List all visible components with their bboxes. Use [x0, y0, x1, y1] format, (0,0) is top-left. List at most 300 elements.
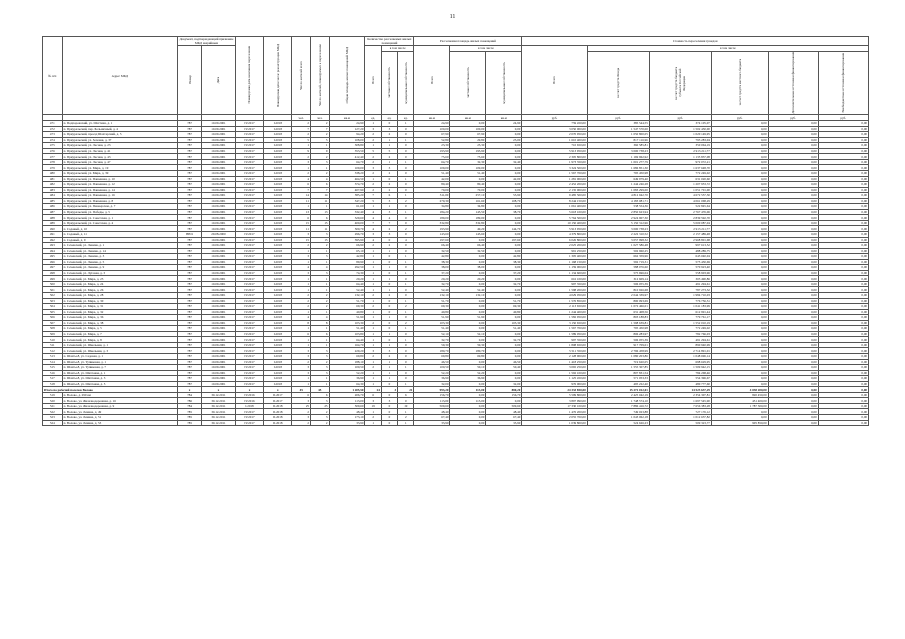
table-cell: п. Сеченский, ул. Мира, д. 26 — [62, 287, 177, 293]
table-cell: I.2018 — [264, 331, 292, 337]
table-cell: 1 697 545,90 — [649, 398, 711, 404]
table-cell: 10.09.2001 — [202, 165, 236, 171]
table-cell: 787 — [178, 292, 202, 298]
table-cell: 0,00 — [450, 359, 486, 365]
table-cell: 1 — [398, 259, 414, 265]
table-cell: 0,00 — [818, 320, 868, 326]
table-cell: 807 831,54 — [587, 370, 649, 376]
table-cell: 3 050 000,00 — [522, 126, 587, 132]
table-cell: 10.09.2001 — [202, 370, 236, 376]
table-cell: 33,90 — [414, 420, 450, 426]
table-cell: 0,00 — [818, 354, 868, 360]
table-cell: 1 — [311, 326, 330, 332]
table-cell: 787 — [178, 187, 202, 193]
table-cell: 507 — [43, 320, 63, 326]
table-cell: 787 — [178, 226, 202, 232]
table-cell: 787 — [178, 298, 202, 304]
table-cell: 1 — [311, 143, 330, 149]
table-cell: п. Сеченский, ул. Мира, д. 8 — [62, 337, 177, 343]
table-cell: 521 — [43, 403, 63, 409]
table-cell: 1 — [365, 176, 381, 182]
table-cell: 817 116,96 — [587, 137, 649, 143]
table-cell: 109,00 — [414, 165, 450, 171]
table-cell: 66,40 — [414, 243, 450, 249]
table-cell: 0,00 — [818, 326, 868, 332]
table-cell: 51,90 — [450, 315, 486, 321]
table-cell: I.2018 — [264, 143, 292, 149]
table-cell: 477 — [43, 154, 63, 160]
table-cell: п. Сеченский, ул. Ленина, д. 1 — [62, 243, 177, 249]
table-cell: I.2018 — [264, 165, 292, 171]
table-cell: 30.12.2011 — [202, 403, 236, 409]
table-cell: п. Сеченский, ул. Ленина, д. 9 — [62, 265, 177, 271]
table-cell: 1 — [381, 159, 397, 165]
table-cell: 1 050 800,05 — [587, 132, 649, 138]
table-cell: 36,90 — [414, 376, 450, 382]
table-cell: 1 — [381, 331, 397, 337]
table-cell: 1 051 701,00 — [649, 187, 711, 193]
table-cell: 69,30 — [414, 304, 450, 310]
table-cell: 0 — [381, 392, 397, 398]
table-cell: 649 979,40 — [587, 176, 649, 182]
table-cell: 51,70 — [329, 298, 365, 304]
table-cell: 51,90 — [329, 315, 365, 321]
table-cell: 0,00 — [711, 209, 768, 215]
table-cell: 890 940,99 — [649, 342, 711, 348]
table-cell: 0,00 — [768, 381, 818, 387]
table-cell: 0,00 — [711, 165, 768, 171]
table-cell: IV.2017 — [235, 220, 263, 226]
subtotal-cell: 3 — [381, 387, 397, 393]
table-cell: I.2018 — [264, 348, 292, 354]
table-cell: 1 — [365, 248, 381, 254]
table-cell: 308,80 — [329, 143, 365, 149]
table-cell: 51,70 — [414, 298, 450, 304]
table-cell: 3 — [311, 254, 330, 260]
table-cell: 2 — [381, 226, 397, 232]
table-cell: 514 — [43, 359, 63, 365]
table-cell: II.2018 — [264, 403, 292, 409]
table-cell: 40,80 — [329, 309, 365, 315]
table-cell: 2 — [381, 187, 397, 193]
table-cell: 4 — [365, 209, 381, 215]
table-cell: 2 924 907,30 — [587, 215, 649, 221]
table-cell: 32,40 — [486, 159, 522, 165]
table-cell: 2 — [311, 359, 330, 365]
table-cell: 0,00 — [486, 265, 522, 271]
table-cell: 10.09.2001 — [202, 376, 236, 382]
table-cell: 0 — [398, 170, 414, 176]
table-cell: 519 — [43, 392, 63, 398]
table-cell: 3 000 738,23 — [587, 148, 649, 154]
table-cell: 1 — [365, 254, 381, 260]
table-cell: 0 — [398, 165, 414, 171]
table-cell: 0,00 — [768, 259, 818, 265]
table-cell: 495 — [43, 254, 63, 260]
table-cell: 3 — [292, 354, 311, 360]
table-cell: 0 — [398, 126, 414, 132]
table-cell: 7 — [292, 187, 311, 193]
table-cell: 3 — [365, 126, 381, 132]
table-cell: 1 — [365, 359, 381, 365]
table-cell: 0,00 — [450, 298, 486, 304]
table-cell: 3 324 500,00 — [522, 165, 587, 171]
table-cell: IV.2017 — [235, 182, 263, 188]
table-cell: 0,00 — [768, 187, 818, 193]
table-cell: 1 — [365, 420, 381, 426]
table-cell: IV.2017 — [235, 315, 263, 321]
table-cell: 51,70 — [486, 298, 522, 304]
table-cell: 1 — [292, 248, 311, 254]
table-cell: 0,00 — [450, 309, 486, 315]
table-cell: 1 567 700,00 — [522, 170, 587, 176]
table-cell: 0,00 — [711, 281, 768, 287]
header-residents: Число жителей всего — [299, 60, 304, 90]
header-residents-plan: Число жителей, планируемых к переселению — [317, 44, 322, 106]
table-cell: п. Сеченский, ул. Мира, д. 24 — [62, 281, 177, 287]
table-cell: 2 — [365, 243, 381, 249]
table-cell: 52,80 — [414, 137, 450, 143]
table-cell: 311,00 — [414, 193, 450, 199]
table-cell: 787 — [178, 176, 202, 182]
table-cell: I.2018 — [264, 159, 292, 165]
table-cell: 787 — [178, 354, 202, 360]
table-cell: 10.09.2001 — [202, 304, 236, 310]
table-cell: 473 — [43, 132, 63, 138]
header-area-private: частная собственность — [465, 67, 470, 99]
table-cell: 3 — [292, 365, 311, 371]
table-cell: 0,00 — [768, 243, 818, 249]
table-cell: 810 926,68 — [587, 287, 649, 293]
table-cell: 503 — [43, 298, 63, 304]
table-cell: 1 582 950,00 — [522, 315, 587, 321]
table-cell: п. Сеченский, ул. Луговая, д. 3 — [62, 270, 177, 276]
table-cell: 501 — [43, 287, 63, 293]
table-cell: 0,00 — [711, 287, 768, 293]
subtotal-cell: 45 — [292, 387, 311, 393]
table-cell: 1 — [365, 270, 381, 276]
table-cell: 0,00 — [818, 226, 868, 232]
table-cell: 1 — [365, 337, 381, 343]
table-cell: 787 — [178, 248, 202, 254]
table-cell: 70,00 — [414, 187, 450, 193]
table-cell: 0,00 — [818, 121, 868, 127]
table-cell: 787 — [178, 320, 202, 326]
table-cell: 4 — [311, 176, 330, 182]
table-cell: 10.09.2001 — [202, 137, 236, 143]
header-address: Адрес МКД — [62, 37, 177, 115]
table-cell: 991 250,00 — [522, 248, 587, 254]
table-cell: 787 — [178, 193, 202, 199]
table-cell: 0,00 — [768, 270, 818, 276]
table-cell: 0,00 — [711, 170, 768, 176]
table-cell: п. Сеченский, ул. Ленина, д. 14 — [62, 248, 177, 254]
table-cell: п. Сеченский, ул. Ленина, д. 3 — [62, 254, 177, 260]
table-cell: 1 — [365, 298, 381, 304]
table-cell: 48,40 — [329, 409, 365, 415]
table-cell: 1 134 600,00 — [522, 270, 587, 276]
table-cell: 1 — [292, 309, 311, 315]
table-cell: 0,00 — [768, 137, 818, 143]
table-cell: I.2018 — [264, 381, 292, 387]
table-cell: 1 — [398, 193, 414, 199]
table-cell: 9 — [292, 148, 311, 154]
table-cell: 476 — [43, 148, 63, 154]
table-cell: 1 502 430,00 — [649, 126, 711, 132]
table-cell: 0,00 — [711, 315, 768, 321]
table-cell: IV.2017 — [235, 237, 263, 243]
table-cell: 51,40 — [329, 326, 365, 332]
header-area-total: Всего — [429, 75, 434, 84]
table-cell: 10.09.2001 — [202, 243, 236, 249]
table-cell: 52,40 — [329, 287, 365, 293]
table-cell: 497 — [43, 265, 63, 271]
table-cell: 509,60 — [414, 403, 450, 409]
table-cell: 1 — [365, 326, 381, 332]
table-cell: 785 — [178, 415, 202, 421]
table-cell: 0 — [398, 243, 414, 249]
table-cell: 487 — [43, 209, 63, 215]
table-cell: 36,90 — [450, 376, 486, 382]
table-cell: 52,10 — [450, 331, 486, 337]
table-cell: 480 — [43, 170, 63, 176]
table-cell: 1 — [365, 121, 381, 127]
table-cell: 69,80 — [414, 354, 450, 360]
table-cell: IV.2017 — [235, 292, 263, 298]
table-cell: 0,00 — [486, 182, 522, 188]
table-cell: 32,00 — [414, 381, 450, 387]
subtotal-cell: 113,00 — [450, 387, 486, 393]
table-cell: 0,00 — [768, 170, 818, 176]
table-cell: 0,00 — [711, 292, 768, 298]
table-cell: 772 249,02 — [649, 170, 711, 176]
table-cell: IV.2017 — [235, 204, 263, 210]
table-cell: I.2018 — [264, 320, 292, 326]
table-cell: 0,00 — [711, 226, 768, 232]
table-cell: 0,00 — [818, 170, 868, 176]
table-cell: 1 — [398, 409, 414, 415]
table-cell: 189,00 — [450, 215, 486, 221]
table-cell: 511 — [43, 342, 63, 348]
table-cell: 510 — [43, 337, 63, 343]
table-cell: 1 — [365, 287, 381, 293]
table-cell: 0 — [381, 254, 397, 260]
table-cell: 793 283,04 — [649, 137, 711, 143]
table-cell: 0,00 — [486, 331, 522, 337]
table-cell: 0,00 — [486, 126, 522, 132]
table-cell: п. Приуральский, ул. Зеленая, д. 37 — [62, 137, 177, 143]
table-cell: 631 408,56 — [587, 309, 649, 315]
table-cell: 2 — [381, 354, 397, 360]
header-cost-extra: Дополнительные источники финансирования — [791, 51, 796, 114]
header-cost-local: за счет средств местного бюджета — [737, 59, 742, 106]
table-cell: 759 450,00 — [522, 121, 587, 127]
table-cell: 1 589 050,00 — [522, 331, 587, 337]
table-cell: 3 — [381, 231, 397, 237]
table-cell: 197,60 — [414, 237, 450, 243]
table-cell: IV.2017 — [235, 265, 263, 271]
table-cell: 524 — [43, 420, 63, 426]
table-cell: I.2018 — [264, 198, 292, 204]
table-cell: 0,00 — [768, 148, 818, 154]
table-cell: 554 396,67 — [649, 376, 711, 382]
table-cell: 69,30 — [329, 304, 365, 310]
table-cell: 1 — [311, 342, 330, 348]
table-cell: 776 756,31 — [649, 298, 711, 304]
table-cell: 0,00 — [486, 243, 522, 249]
header-area-municipal: муниципальная собственность — [501, 61, 506, 104]
table-cell: 0 — [398, 215, 414, 221]
table-cell: IV.2017 — [235, 276, 263, 282]
table-cell: 4 812 942,70 — [587, 193, 649, 199]
table-cell: 1 125 450,00 — [522, 376, 587, 382]
table-cell: 0,00 — [768, 220, 818, 226]
table-cell: п. Шахты-8, ул. Шахтовая, д. 1 — [62, 370, 177, 376]
table-cell: 2 913 211,77 — [649, 226, 711, 232]
table-cell: 80,40 — [414, 182, 450, 188]
table-body — [43, 121, 869, 426]
table-cell: 0,00 — [818, 315, 868, 321]
table-cell: 0,00 — [711, 342, 768, 348]
table-cell: 662 359,96 — [587, 254, 649, 260]
header-plan-end: Планируемая дата окончания переселения — [247, 46, 252, 104]
table-cell: 491 294,61 — [649, 281, 711, 287]
table-cell: 0,00 — [768, 320, 818, 326]
table-cell: 0,00 — [818, 248, 868, 254]
table-cell: 997 613,52 — [649, 243, 711, 249]
unit-cell: кв.м — [486, 115, 522, 121]
table-cell: 15 — [292, 237, 311, 243]
table-cell: п. Шахты-8, ул. Тупиковая, д. 1 — [62, 359, 177, 365]
header-rooms-municipal: муниципальная собственность — [403, 61, 408, 104]
subtotal-cell: x — [235, 387, 263, 393]
table-cell: 0,00 — [768, 176, 818, 182]
table-cell: 3 — [292, 415, 311, 421]
table-cell: 3 — [365, 165, 381, 171]
table-cell: 2 222 310,52 — [587, 231, 649, 237]
table-cell: 1 567 700,00 — [522, 326, 587, 332]
table-cell: 10.09.2001 — [202, 365, 236, 371]
table-cell: 0,00 — [450, 237, 486, 243]
table-cell: 10.09.2001 — [202, 170, 236, 176]
table-cell: 144,70 — [486, 226, 522, 232]
table-cell: IV.2017 — [235, 243, 263, 249]
table-cell: 6 — [311, 215, 330, 221]
table-cell: 509 323,77 — [649, 420, 711, 426]
table-cell: 36,90 — [329, 376, 365, 382]
table-cell: 787 — [178, 148, 202, 154]
table-cell: 6 — [292, 331, 311, 337]
table-cell: 0,00 — [818, 204, 868, 210]
table-cell: 3 — [381, 398, 397, 404]
table-cell: 32,50 — [450, 248, 486, 254]
table-cell: 1 — [365, 204, 381, 210]
table-cell: 1 — [398, 270, 414, 276]
table-cell: 0,00 — [818, 392, 868, 398]
table-cell: 1 — [365, 259, 381, 265]
table-cell: 347,20 — [329, 198, 365, 204]
table-cell: 492 — [43, 237, 63, 243]
table-cell: 5 000 087,04 — [649, 220, 711, 226]
table-cell: 2 — [311, 304, 330, 310]
unit-cell: руб. — [649, 115, 711, 121]
table-cell: 509 — [43, 331, 63, 337]
table-cell: 51,40 — [450, 170, 486, 176]
table-cell: 1 043 062,18 — [587, 415, 649, 421]
header-cost-group: Стоимость переселения граждан — [522, 37, 869, 46]
table-cell: 0,00 — [768, 348, 818, 354]
table-cell: IV.2017 — [235, 370, 263, 376]
table-cell: 4 672 557,30 — [649, 193, 711, 199]
table-cell: 0,00 — [486, 276, 522, 282]
table-cell: п. Приуральский, ул. Мира, д. 39 — [62, 170, 177, 176]
table-cell: 30.12.2011 — [202, 420, 236, 426]
unit-cell: руб. — [768, 115, 818, 121]
subtotal-cell: 1 205,50 — [329, 387, 365, 393]
table-cell: 59,30 — [450, 342, 486, 348]
table-cell: 257,10 — [450, 193, 486, 199]
table-cell: 803 188,83 — [587, 315, 649, 321]
table-cell: 332,80 — [450, 220, 486, 226]
table-cell: 49,20 — [450, 226, 486, 232]
table-cell: 6 — [292, 182, 311, 188]
table-cell: 782 766,03 — [649, 331, 711, 337]
table-cell: 489 — [43, 220, 63, 226]
table-cell: 1 598 200,00 — [522, 287, 587, 293]
unit-cell: руб. — [711, 115, 768, 121]
table-cell: 3 — [381, 126, 397, 132]
table-cell: 360 585,81 — [587, 143, 649, 149]
table-cell: 6 — [292, 215, 311, 221]
table-cell: п. Шахты-8, ул. Шахтовая, д. 5 — [62, 381, 177, 387]
table-cell: IV.2017 — [235, 209, 263, 215]
table-cell: 1 — [381, 287, 397, 293]
subtotal-cell: 0,00 — [818, 387, 868, 393]
table-cell: 1 — [398, 137, 414, 143]
table-cell: п. Сеченский, ул. Мира, д. 5 — [62, 326, 177, 332]
table-cell: 1 001 277,79 — [587, 159, 649, 165]
table-cell: 0 — [381, 381, 397, 387]
table-cell: 0,00 — [450, 403, 486, 409]
table-cell: 10.09.2001 — [202, 359, 236, 365]
table-cell: 505 — [43, 309, 63, 315]
table-cell: 0,00 — [818, 132, 868, 138]
table-cell: 1 — [292, 381, 311, 387]
table-cell: 127,20 — [329, 126, 365, 132]
table-cell: 0,00 — [818, 409, 868, 415]
table-cell: 65,10 — [329, 248, 365, 254]
table-cell: 787 — [178, 215, 202, 221]
table-cell: 3 — [311, 415, 330, 421]
table-cell: 103,30 — [486, 320, 522, 326]
table-cell: 0,00 — [768, 354, 818, 360]
table-cell: 0 — [398, 265, 414, 271]
subtotal-cell: 4 038 200,00 — [711, 387, 768, 393]
table-cell: IV.2017 — [235, 331, 263, 337]
table-cell: 2 — [311, 298, 330, 304]
table-cell: 0,00 — [818, 198, 868, 204]
table-cell: 0,00 — [768, 359, 818, 365]
table-cell: 787 273,32 — [649, 287, 711, 293]
table-cell: 0,00 — [450, 337, 486, 343]
table-cell: IV.2017 — [235, 143, 263, 149]
table-cell: 787 — [178, 326, 202, 332]
table-cell: 749 023,88 — [587, 409, 649, 415]
table-cell: 51,40 — [486, 326, 522, 332]
table-cell: 1 048 696,14 — [649, 354, 711, 360]
table-cell: 0 — [381, 270, 397, 276]
table-cell: 0,00 — [450, 176, 486, 182]
